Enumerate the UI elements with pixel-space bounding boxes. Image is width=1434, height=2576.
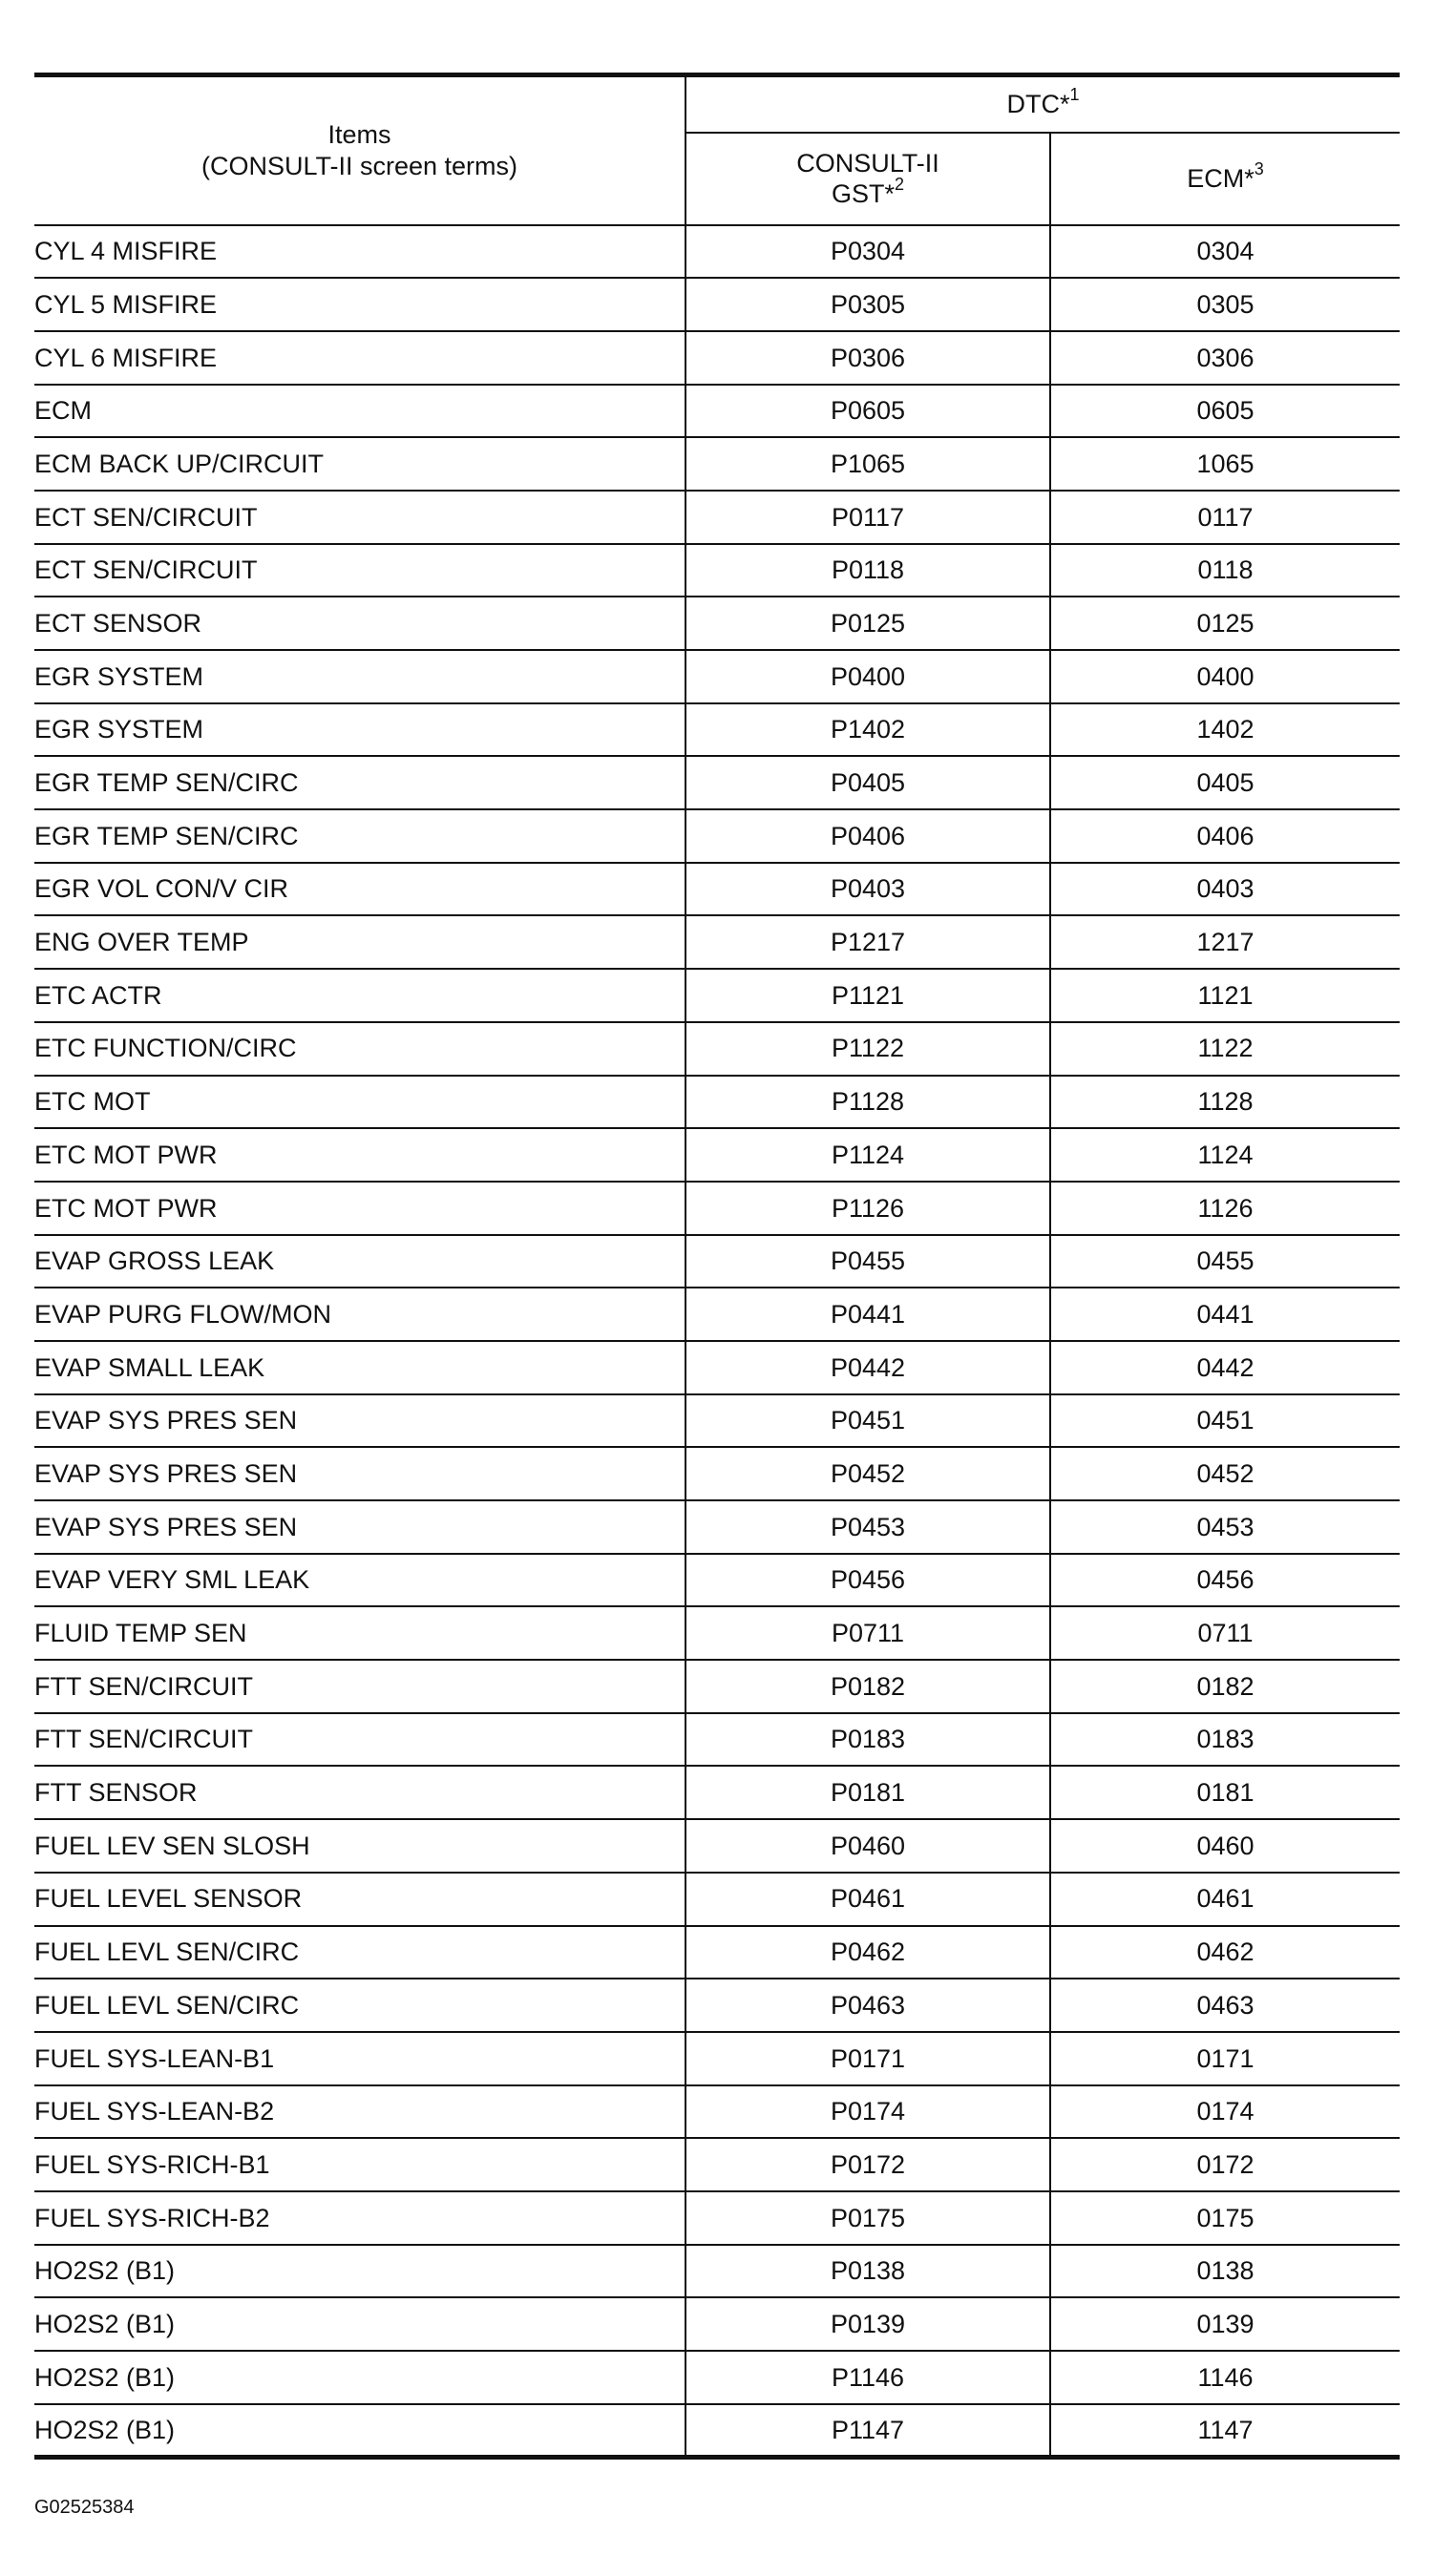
ecm-code-cell: 0138 [1050,2245,1400,2298]
item-cell: EVAP SYS PRES SEN [34,1500,685,1554]
gst-code-cell: P0406 [685,809,1050,863]
ecm-code-cell: 0183 [1050,1713,1400,1767]
table-row [34,597,1400,650]
gst-code-cell: P0400 [685,650,1050,703]
ecm-code-cell: 0442 [1050,1341,1400,1394]
table-row [34,1341,1400,1394]
table-row [34,2191,1400,2245]
item-cell: HO2S2 (B1) [34,2297,685,2351]
table-row [34,331,1400,385]
item-cell: FTT SENSOR [34,1766,685,1819]
ecm-code-cell: 1065 [1050,437,1400,491]
table-row [34,650,1400,703]
table-row [34,703,1400,757]
ecm-code-cell: 1121 [1050,969,1400,1022]
item-cell: EGR VOL CON/V CIR [34,863,685,916]
gst-code-cell: P0181 [685,1766,1050,1819]
table-row [34,1076,1400,1129]
table-row [34,1819,1400,1873]
ecm-code-cell: 0605 [1050,385,1400,438]
item-cell: FUEL LEVL SEN/CIRC [34,1979,685,2032]
item-cell: FTT SEN/CIRCUIT [34,1660,685,1713]
table-row [34,2032,1400,2085]
header-consult-gst [685,133,1050,225]
item-cell: EVAP GROSS LEAK [34,1235,685,1288]
item-cell: ETC MOT PWR [34,1128,685,1182]
item-cell: EVAP SMALL LEAK [34,1341,685,1394]
table-row [34,2138,1400,2191]
header-ecm [1050,133,1400,225]
gst-code-cell: P1147 [685,2404,1050,2458]
ecm-code-cell: 0462 [1050,1926,1400,1979]
gst-code-cell: P1124 [685,1128,1050,1182]
table-row [34,1554,1400,1607]
gst-code-cell: P0711 [685,1606,1050,1660]
header-gst-label: GST* [831,179,895,208]
gst-code-cell: P1146 [685,2351,1050,2404]
table-row [34,1500,1400,1554]
gst-code-cell: P1217 [685,915,1050,969]
ecm-code-cell: 0451 [1050,1394,1400,1448]
item-cell: FUEL SYS-LEAN-B1 [34,2032,685,2085]
table-row [34,1660,1400,1713]
ecm-code-cell: 0125 [1050,597,1400,650]
gst-code-cell: P0453 [685,1500,1050,1554]
item-cell: FLUID TEMP SEN [34,1606,685,1660]
table-row [34,756,1400,809]
header-dtc [685,75,1400,133]
gst-code-cell: P0118 [685,544,1050,597]
item-cell: ETC FUNCTION/CIRC [34,1022,685,1076]
item-cell: EVAP SYS PRES SEN [34,1394,685,1448]
gst-code-cell: P0442 [685,1341,1050,1394]
ecm-code-cell: 0400 [1050,650,1400,703]
gst-code-cell: P0462 [685,1926,1050,1979]
ecm-code-cell: 1147 [1050,2404,1400,2458]
table-row [34,1713,1400,1767]
ecm-code-cell: 0174 [1050,2085,1400,2139]
gst-code-cell: P0452 [685,1447,1050,1500]
ecm-code-cell: 0456 [1050,1554,1400,1607]
table-row [34,491,1400,544]
gst-code-cell: P1065 [685,437,1050,491]
table-header [34,75,1400,225]
gst-code-cell: P1121 [685,969,1050,1022]
gst-code-cell: P0171 [685,2032,1050,2085]
gst-code-cell: P0441 [685,1288,1050,1341]
gst-code-cell: P0605 [685,385,1050,438]
item-cell: ECT SEN/CIRCUIT [34,491,685,544]
table-row [34,1182,1400,1235]
header-ecm-note: 3 [1254,158,1264,178]
item-cell: ENG OVER TEMP [34,915,685,969]
ecm-code-cell: 1122 [1050,1022,1400,1076]
gst-code-cell: P1122 [685,1022,1050,1076]
header-consult-label: CONSULT-II [796,148,939,178]
gst-code-cell: P0455 [685,1235,1050,1288]
ecm-code-cell: 0453 [1050,1500,1400,1554]
ecm-code-cell: 0304 [1050,225,1400,279]
item-cell: EGR TEMP SEN/CIRC [34,809,685,863]
header-items [34,75,685,225]
table-row [34,969,1400,1022]
gst-code-cell: P0125 [685,597,1050,650]
gst-code-cell: P0463 [685,1979,1050,2032]
item-cell: EGR TEMP SEN/CIRC [34,756,685,809]
ecm-code-cell: 0139 [1050,2297,1400,2351]
table-row [34,2245,1400,2298]
item-cell: FUEL SYS-RICH-B1 [34,2138,685,2191]
ecm-code-cell: 1124 [1050,1128,1400,1182]
item-cell: ETC MOT [34,1076,685,1129]
table-row [34,1606,1400,1660]
header-row-top [34,75,1400,133]
table-row [34,225,1400,279]
gst-code-cell: P0182 [685,1660,1050,1713]
ecm-code-cell: 1146 [1050,2351,1400,2404]
header-ecm-label: ECM* [1187,163,1255,193]
ecm-code-cell: 0171 [1050,2032,1400,2085]
header-items-label: Items [327,120,391,150]
ecm-code-cell: 0306 [1050,331,1400,385]
ecm-code-cell: 0406 [1050,809,1400,863]
figure-code: G02525384 [34,2497,135,2518]
header-gst [686,175,1049,209]
item-cell: FUEL LEV SEN SLOSH [34,1819,685,1873]
ecm-code-cell: 0305 [1050,278,1400,331]
item-cell: FUEL LEVL SEN/CIRC [34,1926,685,1979]
table-row [34,1766,1400,1819]
gst-code-cell: P1128 [685,1076,1050,1129]
table-row [34,2351,1400,2404]
item-cell: EGR SYSTEM [34,703,685,757]
table-row [34,1873,1400,1926]
item-cell: CYL 5 MISFIRE [34,278,685,331]
gst-code-cell: P0174 [685,2085,1050,2139]
table-row [34,1447,1400,1500]
item-cell: ECM BACK UP/CIRCUIT [34,437,685,491]
item-cell: ECT SEN/CIRCUIT [34,544,685,597]
table-row [34,1394,1400,1448]
table-row [34,1979,1400,2032]
gst-code-cell: P1126 [685,1182,1050,1235]
ecm-code-cell: 0405 [1050,756,1400,809]
ecm-code-cell: 0463 [1050,1979,1400,2032]
table-row [34,1022,1400,1076]
gst-code-cell: P0456 [685,1554,1050,1607]
ecm-code-cell: 0182 [1050,1660,1400,1713]
gst-code-cell: P0306 [685,331,1050,385]
table-row [34,1235,1400,1288]
table-row [34,544,1400,597]
gst-code-cell: P0451 [685,1394,1050,1448]
gst-code-cell: P1402 [685,703,1050,757]
ecm-code-cell: 0181 [1050,1766,1400,1819]
gst-code-cell: P0405 [685,756,1050,809]
table-row [34,1128,1400,1182]
table-row [34,278,1400,331]
table-row [34,2404,1400,2458]
item-cell: HO2S2 (B1) [34,2245,685,2298]
item-cell: HO2S2 (B1) [34,2404,685,2458]
gst-code-cell: P0305 [685,278,1050,331]
gst-code-cell: P0403 [685,863,1050,916]
item-cell: HO2S2 (B1) [34,2351,685,2404]
item-cell: ETC ACTR [34,969,685,1022]
ecm-code-cell: 0117 [1050,491,1400,544]
gst-code-cell: P0172 [685,2138,1050,2191]
gst-code-cell: P0117 [685,491,1050,544]
gst-code-cell: P0304 [685,225,1050,279]
item-cell: FUEL SYS-LEAN-B2 [34,2085,685,2139]
item-cell: CYL 4 MISFIRE [34,225,685,279]
item-cell: ETC MOT PWR [34,1182,685,1235]
gst-code-cell: P0461 [685,1873,1050,1926]
ecm-code-cell: 0452 [1050,1447,1400,1500]
item-cell: EGR SYSTEM [34,650,685,703]
item-cell: FTT SEN/CIRCUIT [34,1713,685,1767]
table-row [34,2297,1400,2351]
ecm-code-cell: 0175 [1050,2191,1400,2245]
ecm-code-cell: 0455 [1050,1235,1400,1288]
ecm-code-cell: 1126 [1050,1182,1400,1235]
item-cell: EVAP PURG FLOW/MON [34,1288,685,1341]
table-row [34,385,1400,438]
gst-code-cell: P0139 [685,2297,1050,2351]
gst-code-cell: P0138 [685,2245,1050,2298]
item-cell: EVAP SYS PRES SEN [34,1447,685,1500]
ecm-code-cell: 0711 [1050,1606,1400,1660]
ecm-code-cell: 0172 [1050,2138,1400,2191]
item-cell: ECM [34,385,685,438]
table-body [34,225,1400,2458]
ecm-code-cell: 0460 [1050,1819,1400,1873]
item-cell: FUEL SYS-RICH-B2 [34,2191,685,2245]
ecm-code-cell: 1217 [1050,915,1400,969]
dtc-table [34,73,1400,2460]
header-dtc-label: DTC* [1006,90,1070,119]
table-row [34,1926,1400,1979]
table-row [34,809,1400,863]
header-dtc-note: 1 [1069,85,1080,105]
gst-code-cell: P0175 [685,2191,1050,2245]
table-row [34,863,1400,916]
table-row [34,437,1400,491]
header-gst-note: 2 [895,175,905,194]
gst-code-cell: P0183 [685,1713,1050,1767]
table-row [34,1288,1400,1341]
table-row [34,2085,1400,2139]
item-cell: EVAP VERY SML LEAK [34,1554,685,1607]
item-cell: CYL 6 MISFIRE [34,331,685,385]
table-row [34,915,1400,969]
ecm-code-cell: 0403 [1050,863,1400,916]
item-cell: ECT SENSOR [34,597,685,650]
ecm-code-cell: 1402 [1050,703,1400,757]
ecm-code-cell: 0118 [1050,544,1400,597]
gst-code-cell: P0460 [685,1819,1050,1873]
header-items-sublabel: (CONSULT-II screen terms) [200,151,518,180]
ecm-code-cell: 0461 [1050,1873,1400,1926]
ecm-code-cell: 1128 [1050,1076,1400,1129]
item-cell: FUEL LEVEL SENSOR [34,1873,685,1926]
ecm-code-cell: 0441 [1050,1288,1400,1341]
